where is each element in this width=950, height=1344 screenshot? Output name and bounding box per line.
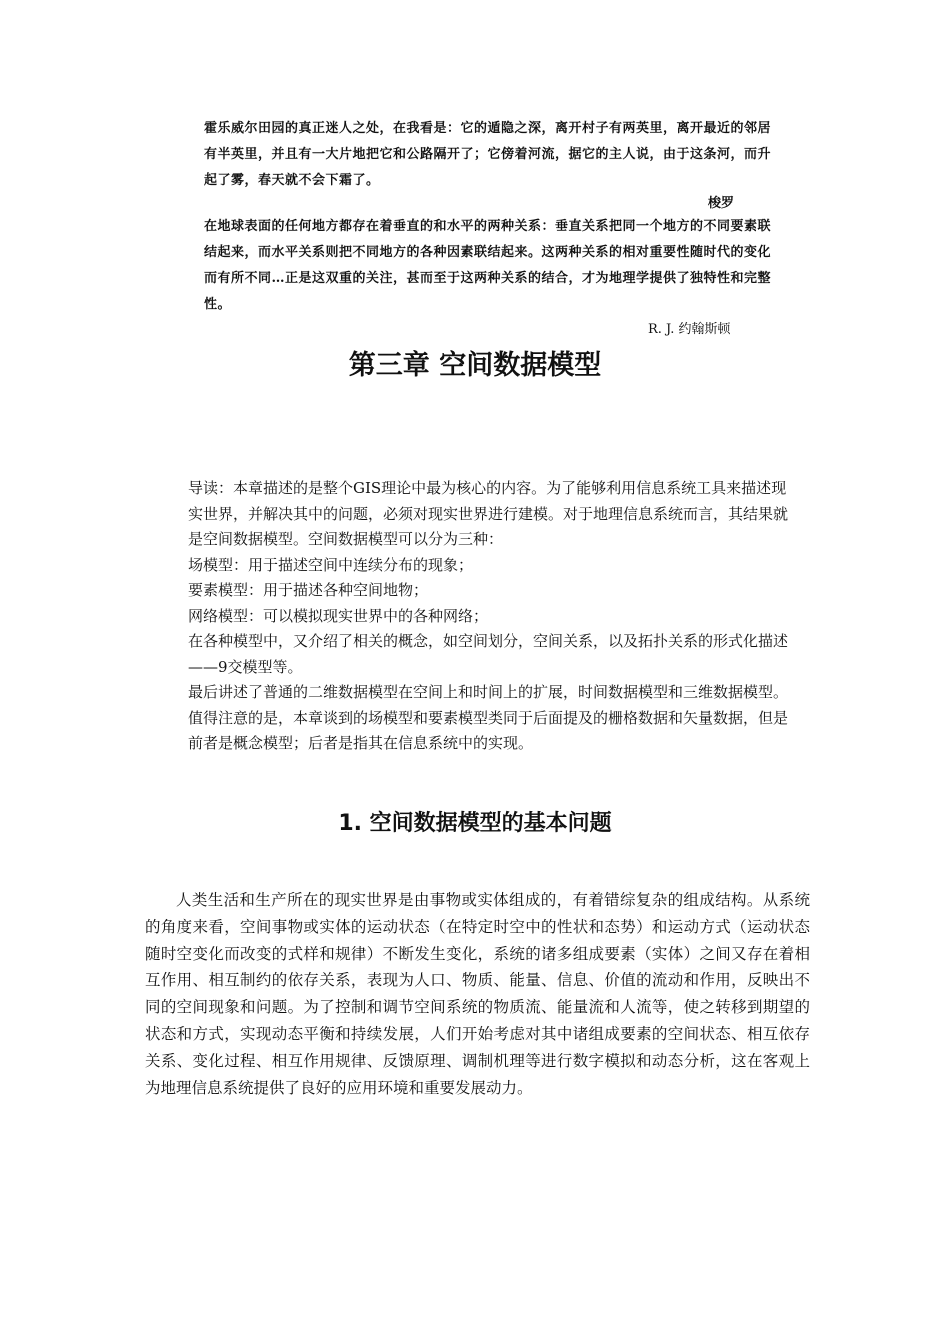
epigraph-1-author: 梭罗 — [708, 196, 735, 211]
guide-note: 值得注意的是，本章谈到的场模型和要素模型类同于后面提及的栅格数据和矢量数据，但是前者是概念模型；后者是指其在信息系统中的实现。 — [188, 708, 789, 752]
guide-section — [188, 476, 796, 757]
body-paragraph: 人类生活和生产所在的现实世界是由事物或实体组成的，有着错综复杂的组成结构。从系统的角度来看，空间事物或实体的运动状态（在特定时空中的性状和态势）和运动方式（运动状态随时空变化而改变的式样和规律）不断发生变化，系统的诸多组成要素（实体）之间又存在着相互作用、相互制约的依存关系，表现为人口、物质、能量、信息、价值的流动和作用，反映出不同的空间现象和问题。为了控制和调节空间系统的物质流、能量流和人流等，使之转移到期望的状态和方式，实现动态平衡和持续发展，人们开始考虑对其中诸组成要素的空间状态、相互依存关系、变化过程、相互作用规律、反馈原理、调制机理等进行数字模拟和动态分析，这在客观上为地理信息系统提供了良好的应用环境和重要发展动力。 — [145, 891, 810, 1097]
guide-field-model: 场模型：用于描述空间中连续分布的现象； — [188, 555, 474, 574]
epigraph-2 — [204, 214, 782, 318]
guide-concepts: 在各种模型中，又介绍了相关的概念，如空间划分，空间关系，以及拓扑关系的形式化描述——9交模型等。 — [188, 632, 789, 676]
guide-extensions: 最后讲述了普通的二维数据模型在空间上和时间上的扩展，时间数据模型和三维数据模型。 — [188, 683, 789, 701]
epigraph-2-author: R. J. 约翰斯顿 — [648, 322, 731, 337]
epigraph-2-text: 在地球表面的任何地方都存在着垂直的和水平的两种关系：垂直关系把同一个地方的不同要素联结起来，而水平关系则把不同地方的各种因素联结起来。这两种关系的相对重要性随时代的变化而有所不同…正是这双重的关注，甚而至于这两种关系的结合，才为地理学提供了独特性和完整性。 — [204, 219, 772, 312]
guide-network-model: 网络模型：可以模拟现实世界中的各种网络； — [188, 606, 489, 625]
epigraph-1-text: 霍乐威尔田园的真正迷人之处，在我看是：它的遁隐之深，离开村子有两英里，离开最近的邻居有半英里，并且有一大片地把它和公路隔开了；它傍着河流，据它的主人说，由于这条河，而升起了雾，春天就不会下霜了。 — [204, 121, 772, 188]
epigraph-1 — [204, 116, 782, 194]
chapter-title: 第三章 空间数据模型 — [348, 350, 602, 381]
guide-feature-model: 要素模型：用于描述各种空间地物； — [188, 581, 429, 599]
section-title: 1. 空间数据模型的基本问题 — [338, 811, 612, 836]
guide-intro: 导读：本章描述的是整个GIS理论中最为核心的内容。为了能够利用信息系统工具来描述现实世界，并解决其中的问题，必须对现实世界进行建模。对于地理信息系统而言，其结果就是空间数据模型。空间数据模型可以分为三种： — [188, 479, 789, 548]
